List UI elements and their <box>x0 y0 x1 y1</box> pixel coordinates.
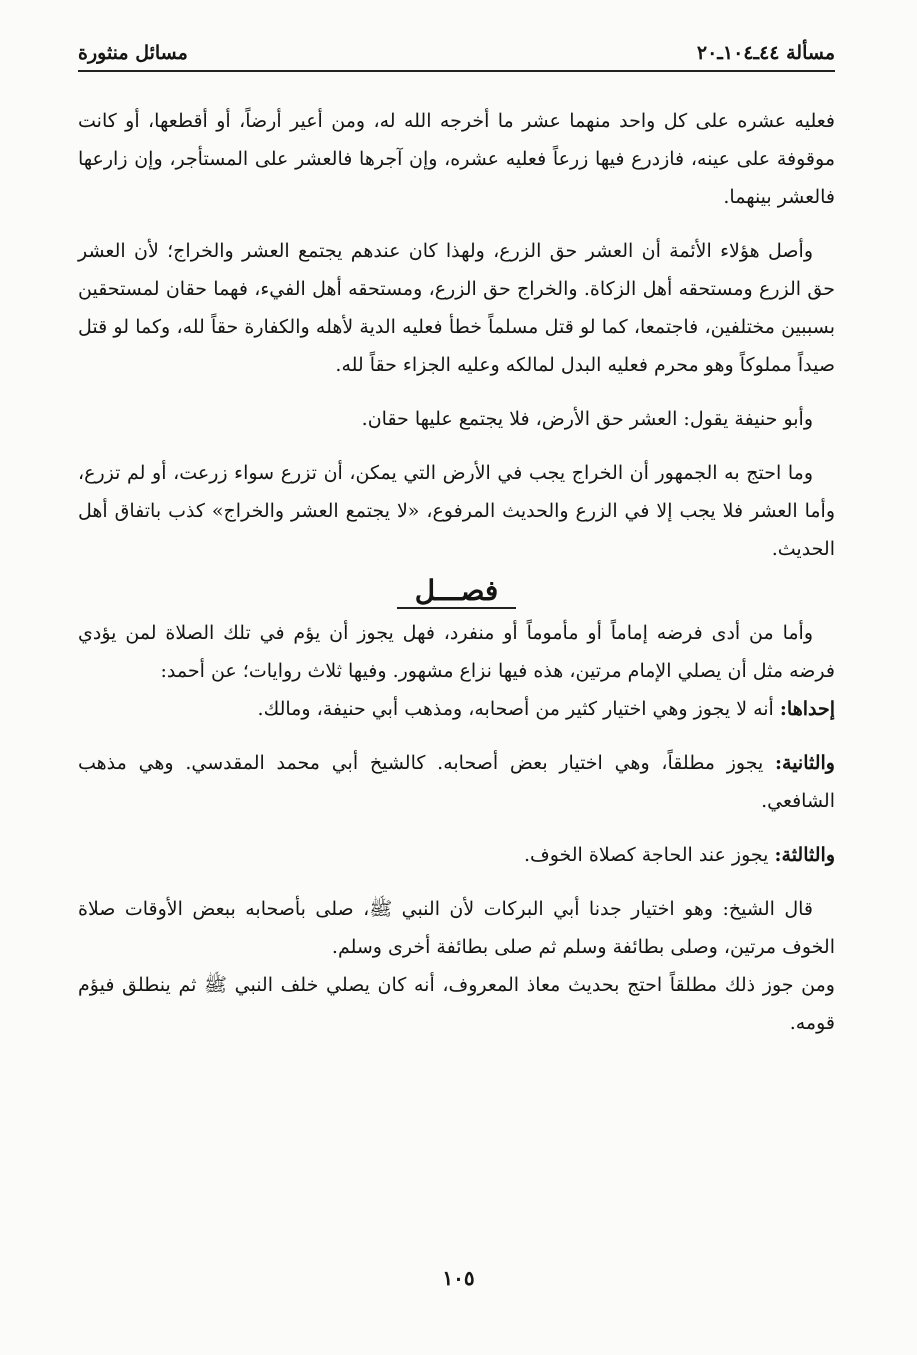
page-number: ١٠٥ <box>442 1266 475 1290</box>
header-left-title: مسائل منثورة <box>78 42 188 64</box>
paragraph: وأبو حنيفة يقول: العشر حق الأرض، فلا يجتمع عليها حقان. <box>361 408 813 430</box>
paragraph: وأما من أدى فرضه إماماً أو مأموماً أو منفرد، فهل يجوز أن يؤم في تلك الصلاة لمن يؤدي فرضه مثل أن يصلي الإمام مرتين، هذه فيها نزاع مشهور. وفيها ثلاث روايات؛ عن أحمد: <box>78 622 835 682</box>
riwaya-lead: والثالثة: <box>774 844 835 866</box>
running-header <box>78 36 835 70</box>
header-right-title: مسألة ٤٤ـ١٠٤ـ٢٠ <box>696 42 835 64</box>
paragraph: وما احتج به الجمهور أن الخراج يجب في الأرض التي يمكن، أن تزرع سواء زرعت، أو لم تزرع، وأما العشر فلا يجب إلا في الزرع والحديث المرفوع، «لا يجتمع العشر والخراج» كذب باتفاق أهل الحديث. <box>78 462 835 560</box>
riwaya-text: يجوز عند الحاجة كصلاة الخوف. <box>523 844 775 866</box>
riwaya-text: أنه لا يجوز وهي اختيار كثير من أصحابه، ومذهب أبي حنيفة، ومالك. <box>257 698 780 720</box>
section-heading-text: فصـــل <box>397 574 516 609</box>
riwaya-item <box>78 744 835 820</box>
riwaya-lead: والثانية: <box>775 752 835 774</box>
paragraph: ومن جوز ذلك مطلقاً احتج بحديث معاذ المعروف، أنه كان يصلي خلف النبي ﷺ ثم ينطلق فيؤم قومه. <box>78 974 835 1034</box>
header-divider <box>78 70 835 72</box>
paragraph: قال الشيخ: وهو اختيار جدنا أبي البركات لأن النبي ﷺ، صلى بأصحابه ببعض الأوقات صلاة الخوف مرتين، وصلى بطائفة وسلم ثم صلى بطائفة أخرى وسلم. <box>78 898 835 958</box>
section-heading <box>78 568 835 614</box>
riwaya-item <box>78 690 835 728</box>
riwaya-item <box>78 836 835 874</box>
paragraph: فعليه عشره على كل واحد منهما عشر ما أخرجه الله له، ومن أعير أرضاً، أو أقطعها، أو كانت موقوفة على عينه، فازدرع فيها زرعاً فعليه عشره، وإن آجرها فالعشر على المستأجر، وإن زارعها فالعشر بينهما. <box>78 110 835 208</box>
riwaya-text: يجوز مطلقاً، وهي اختيار بعض أصحابه. كالشيخ أبي محمد المقدسي. وهي مذهب الشافعي. <box>78 752 835 812</box>
paragraph: وأصل هؤلاء الأئمة أن العشر حق الزرع، ولهذا كان عندهم يجتمع العشر والخراج؛ لأن العشر حق الزرع ومستحقه أهل الزكاة. والخراج حق الزرع، ومستحقه أهل الفيء، فهما حقان لمستحقين بسببين مختلفين، فاجتمعا، كما لو قتل مسلماً خطأ فعليه الدية لأهله والكفارة حقاً لله، وكما لو قتل صيداً مملوكاً وهو محرم فعليه البدل لمالكه وعليه الجزاء حقاً لله. <box>78 240 835 376</box>
page-body <box>78 102 835 1058</box>
riwaya-lead: إحداها: <box>779 698 835 720</box>
